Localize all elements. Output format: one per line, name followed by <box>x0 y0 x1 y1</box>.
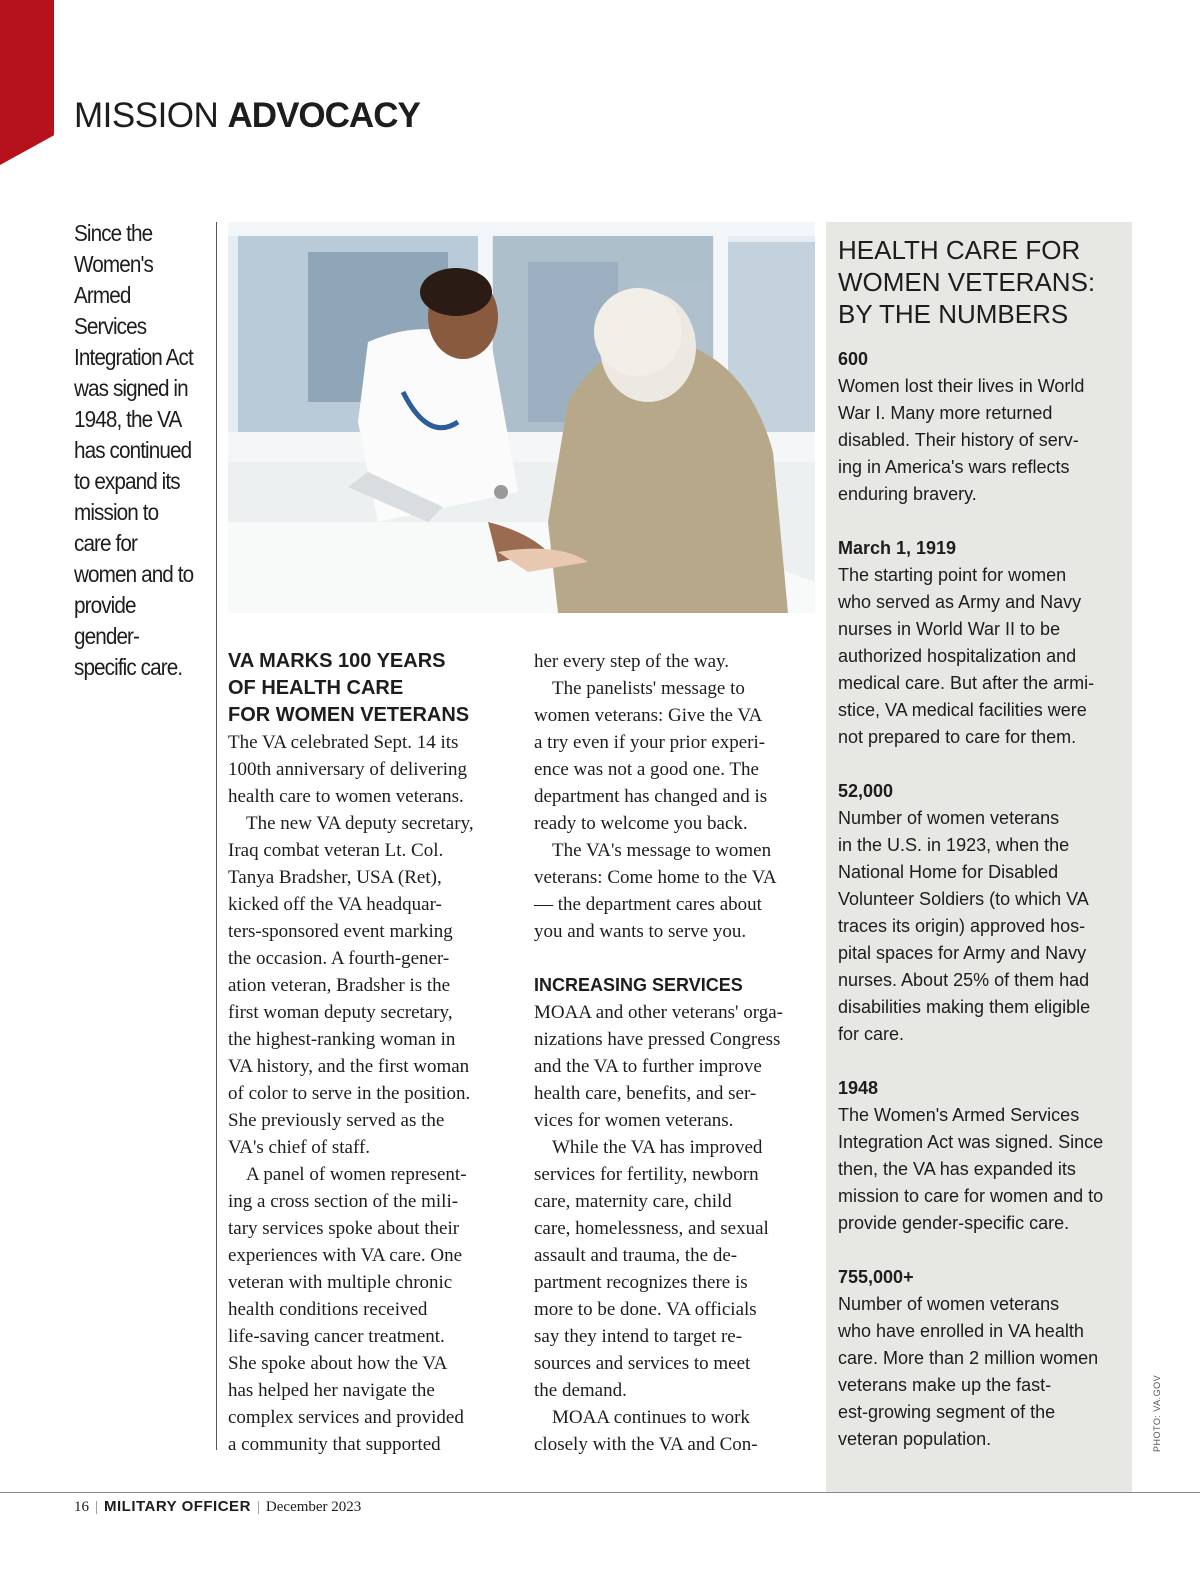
footer-separator: | <box>256 1499 260 1515</box>
photo-credit: PHOTO: VA.GOV <box>1152 1374 1162 1452</box>
body-line: She previously served as the <box>228 1110 445 1131</box>
body-line: 100th anniversary of delivering <box>228 759 468 780</box>
body-line: services for fertility, newborn <box>534 1164 759 1185</box>
body-line: health care, benefits, and ser- <box>534 1083 757 1104</box>
body-line: veteran with multiple chronic <box>228 1272 453 1293</box>
stat-figure: 52,000 <box>838 781 894 801</box>
stat-description: Number of women veterans in the U.S. in 1923, when the National Home for Disabled Volunteer Soldiers (to which VA traces its origin) approved hos- pital spaces for Army and Navy nurses. About 25% of them had disabilities making them eligible for care. <box>838 808 1091 1044</box>
body-line: MOAA continues to work <box>552 1407 750 1428</box>
body-line: of color to serve in the position. <box>228 1083 471 1104</box>
body-line: MOAA and other veterans' orga- <box>534 1002 783 1023</box>
issue-date: December 2023 <box>265 1499 362 1515</box>
body-line: ing a cross section of the mili- <box>228 1191 459 1212</box>
body-line: more to be done. VA officials <box>534 1299 757 1320</box>
sidebar-title-line: HEALTH CARE FOR <box>838 235 1081 265</box>
body-line: a try even if your prior experi- <box>534 732 766 753</box>
body-line: sources and services to meet <box>534 1353 751 1374</box>
body-line: The VA celebrated Sept. 14 its <box>228 732 459 753</box>
body-line: tary services spoke about their <box>228 1218 460 1239</box>
headline-line: FOR WOMEN VETERANS <box>228 704 470 726</box>
section-header-bold: ADVOCACY <box>227 96 420 135</box>
body-line: health care to women veterans. <box>228 786 464 807</box>
body-line: veterans: Come home to the VA <box>534 867 777 888</box>
headline-line: VA MARKS 100 YEARS <box>228 650 446 672</box>
body-line: you and wants to serve you. <box>534 921 747 942</box>
section-header <box>74 96 420 136</box>
headline-line: OF HEALTH CARE <box>228 677 404 699</box>
body-line: ters-sponsored event marking <box>228 921 453 942</box>
column-divider <box>216 222 217 1450</box>
body-line: ready to welcome you back. <box>534 813 748 834</box>
body-line: complex services and provided <box>228 1407 464 1428</box>
body-line: women veterans: Give the VA <box>534 705 763 726</box>
body-line: — the department cares about <box>534 894 762 915</box>
body-line: her every step of the way. <box>534 651 730 672</box>
sidebar-title <box>838 234 1120 330</box>
body-line: vices for women veterans. <box>534 1110 734 1131</box>
stat-figure: March 1, 1919 <box>838 538 957 558</box>
numbers-sidebar <box>826 222 1132 1492</box>
body-line: care, maternity care, child <box>534 1191 732 1212</box>
sidebar-title-line: WOMEN VETERANS: <box>838 267 1096 297</box>
page-number: 16 <box>74 1499 89 1515</box>
stat-item <box>838 1264 1120 1453</box>
body-line: The VA's message to women <box>552 840 772 861</box>
stat-figure: 600 <box>838 349 869 369</box>
body-line: closely with the VA and Con- <box>534 1434 758 1455</box>
stat-description: The Women's Armed Services Integration Act was signed. Since then, the VA has expanded its mission to care for women and to provide gender-specific care. <box>838 1105 1104 1233</box>
article-subhead: INCREASING SERVICES <box>534 975 743 995</box>
body-line: The panelists' message to <box>552 678 745 699</box>
stat-description: Number of women veterans who have enrolled in VA health care. More than 2 million women veterans make up the fast- est-growing segment of the veteran population. <box>838 1294 1099 1449</box>
page-footer <box>74 1498 361 1516</box>
body-line: ence was not a good one. The <box>534 759 759 780</box>
footer-separator: | <box>95 1499 99 1515</box>
section-color-tab <box>0 0 54 165</box>
body-line: the demand. <box>534 1380 627 1401</box>
doctor-patient-illustration <box>228 222 815 613</box>
article-column-2 <box>534 648 816 1458</box>
body-line: ation veteran, Bradsher is the <box>228 975 451 996</box>
body-line: She spoke about how the VA <box>228 1353 448 1374</box>
body-line: VA history, and the first woman <box>228 1056 470 1077</box>
body-line: VA's chief of staff. <box>228 1137 371 1158</box>
stat-item <box>838 346 1120 508</box>
body-line: has helped her navigate the <box>228 1380 435 1401</box>
body-line: The new VA deputy secretary, <box>246 813 474 834</box>
article-photo <box>228 222 815 613</box>
body-line: Iraq combat veteran Lt. Col. <box>228 840 444 861</box>
body-line: a community that supported <box>228 1434 441 1455</box>
body-line: A panel of women represent- <box>246 1164 467 1185</box>
body-line: say they intend to target re- <box>534 1326 743 1347</box>
publication-name: MILITARY OFFICER <box>104 1498 251 1515</box>
body-line: life-saving cancer treatment. <box>228 1326 445 1347</box>
body-line: experiences with VA care. One <box>228 1245 463 1266</box>
footer-rule <box>0 1492 1200 1493</box>
stat-figure: 755,000+ <box>838 1267 914 1287</box>
body-line: partment recognizes there is <box>534 1272 748 1293</box>
body-line: nizations have pressed Congress <box>534 1029 781 1050</box>
pull-quote: Since the Women's Armed Services Integration Act was signed in 1948, the VA has continued to expand its mission to care for women and to provide gender-specific care. <box>74 220 194 680</box>
body-line: the highest-ranking woman in <box>228 1029 456 1050</box>
body-line: Tanya Bradsher, USA (Ret), <box>228 867 442 888</box>
stat-item <box>838 1075 1120 1237</box>
article-headline <box>228 648 518 729</box>
stat-item <box>838 778 1120 1048</box>
article-column-1 <box>228 648 518 1458</box>
stat-description: The starting point for women who served as Army and Navy nurses in World War II to be authorized hospitalization and medical care. But after the armi- stice, VA medical facilities were not prepared to care for them. <box>838 565 1095 747</box>
sidebar-title-line: BY THE NUMBERS <box>838 299 1069 329</box>
body-line: first woman deputy secretary, <box>228 1002 453 1023</box>
body-line: the occasion. A fourth-gener- <box>228 948 450 969</box>
body-line: health conditions received <box>228 1299 428 1320</box>
body-line: assault and trauma, the de- <box>534 1245 738 1266</box>
body-line: kicked off the VA headquar- <box>228 894 442 915</box>
body-line: While the VA has improved <box>552 1137 763 1158</box>
stat-description: Women lost their lives in World War I. Many more returned disabled. Their history of serv- ing in America's wars reflects enduring bravery. <box>838 376 1085 504</box>
stat-item <box>838 535 1120 751</box>
section-header-light: MISSION <box>74 96 219 135</box>
stat-figure: 1948 <box>838 1078 879 1098</box>
body-line: care, homelessness, and sexual <box>534 1218 769 1239</box>
body-line: and the VA to further improve <box>534 1056 762 1077</box>
body-line: department has changed and is <box>534 786 768 807</box>
